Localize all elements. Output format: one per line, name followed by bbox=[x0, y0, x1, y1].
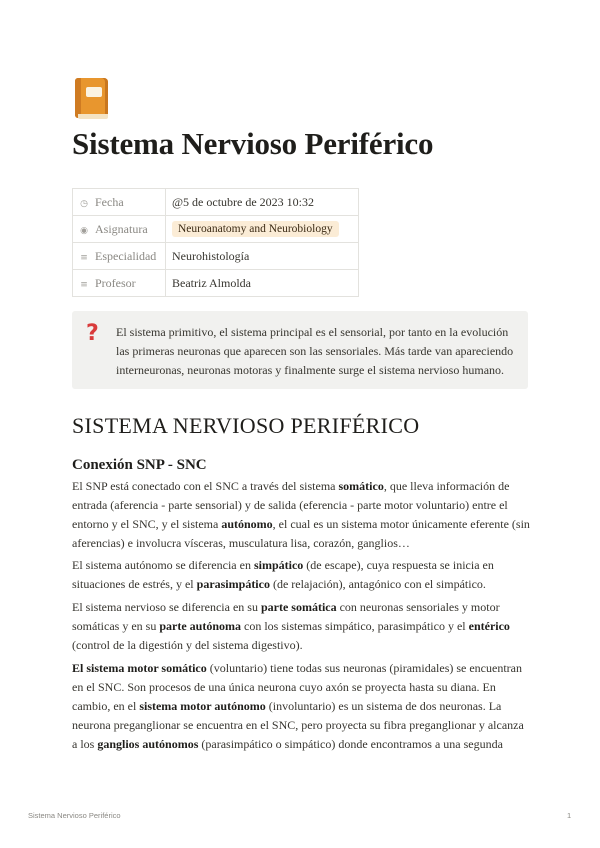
property-key bbox=[73, 189, 166, 216]
property-row-especialidad bbox=[73, 243, 359, 270]
subject-tag[interactable]: Neuroanatomy and Neurobiology bbox=[172, 221, 339, 237]
property-value-profesor[interactable]: Beatriz Almolda bbox=[166, 270, 359, 297]
paragraph bbox=[72, 556, 530, 594]
bold-term: sistema motor autónomo bbox=[139, 699, 266, 713]
text-run: , que lleva información de entrada (aferencia - parte sensorial) y de salida (eferencia - parte motor voluntario) entre el entorno y el SNC, y el sistema bbox=[72, 479, 510, 531]
footer-title: Sistema Nervioso Periférico bbox=[28, 811, 121, 820]
paragraph bbox=[72, 598, 530, 655]
property-row-fecha bbox=[73, 189, 359, 216]
text-run: (de relajación), antagónico con el simpático. bbox=[269, 577, 486, 591]
paragraph bbox=[72, 477, 530, 553]
text-run: (involuntario) es un sistema de dos neuronas. La neurona preganglionar se encuentra en el SNC, pero proyecta su fibra preganglionar y alcanza a los bbox=[72, 699, 524, 751]
bold-term: parte somática bbox=[260, 600, 337, 614]
properties-table bbox=[72, 188, 359, 297]
page-number: 1 bbox=[567, 811, 572, 820]
bold-term: somático bbox=[338, 479, 384, 493]
bold-term: autónomo bbox=[221, 517, 273, 531]
text-run: con los sistemas simpático, parasimpático y el bbox=[241, 619, 469, 633]
callout-text: El sistema primitivo, el sistema principal es el sensorial, por tanto en la evolución las primeras neuronas que aparecen son las sensoriales. Más tarde van apareciendo interneuronas, neuronas motoras y finalmente surge el sistema nervioso humano. bbox=[116, 325, 514, 377]
text-run: El sistema nervioso se diferencia en su bbox=[72, 600, 261, 614]
property-key bbox=[73, 270, 166, 297]
page-title: Sistema Nervioso Periférico bbox=[72, 126, 434, 161]
text-run: (de escape), cuya respuesta se inicia en situaciones de estrés, y el bbox=[72, 558, 494, 591]
property-row-profesor bbox=[73, 270, 359, 297]
bold-term: El sistema motor somático bbox=[72, 661, 207, 675]
subheading: Conexión SNP - SNC bbox=[72, 457, 207, 473]
bold-term: simpático bbox=[253, 558, 304, 572]
text-run: (control de la digestión y del sistema digestivo). bbox=[72, 638, 303, 652]
bold-term: parasimpático bbox=[196, 577, 270, 591]
bold-term: parte autónoma bbox=[159, 619, 241, 633]
property-key-label: Especialidad bbox=[95, 248, 157, 263]
section-heading: SISTEMA NERVIOSO PERIFÉRICO bbox=[72, 413, 420, 438]
question-mark-icon: ? bbox=[86, 321, 99, 346]
text-run: El SNP está conectado con el SNC a través del sistema bbox=[72, 479, 339, 493]
property-value-especialidad[interactable]: Neurohistología bbox=[166, 243, 359, 270]
text-run: (voluntario) tiene todas sus neuronas (piramidales) se encuentran en el SNC. Son procesos de una única neurona cuyo axón se proyecta hasta su diana. En cambio, en el bbox=[72, 661, 522, 713]
bold-term: ganglios autónomos bbox=[97, 737, 199, 751]
property-key bbox=[73, 216, 166, 243]
property-key-label: Profesor bbox=[95, 275, 136, 290]
property-key-label: Fecha bbox=[95, 194, 124, 209]
property-value-asignatura[interactable] bbox=[166, 216, 359, 243]
property-row-asignatura bbox=[73, 216, 359, 243]
callout-block bbox=[72, 311, 528, 389]
text-run: con neuronas sensoriales y motor somáticas y en su bbox=[72, 600, 500, 633]
property-key-label: Asignatura bbox=[95, 221, 148, 236]
text-run: (parasimpático o simpático) donde encontramos a una segunda bbox=[198, 737, 503, 751]
text-run: , el cual es un sistema motor únicamente eferente (sin aferencias) e involucra vísceras, musculatura lisa, corazón, ganglios… bbox=[72, 517, 530, 550]
text-run: El sistema autónomo se diferencia en bbox=[72, 558, 254, 572]
property-value-fecha[interactable]: @5 de octubre de 2023 10:32 bbox=[166, 189, 359, 216]
paragraph bbox=[72, 659, 530, 754]
select-icon: ◉ bbox=[80, 225, 88, 236]
property-key bbox=[73, 243, 166, 270]
text-lines-icon: ≡ bbox=[80, 252, 88, 263]
bold-term: entérico bbox=[468, 619, 510, 633]
text-lines-icon: ≡ bbox=[80, 279, 88, 290]
book-icon bbox=[72, 78, 112, 120]
clock-icon: ◷ bbox=[80, 198, 88, 209]
